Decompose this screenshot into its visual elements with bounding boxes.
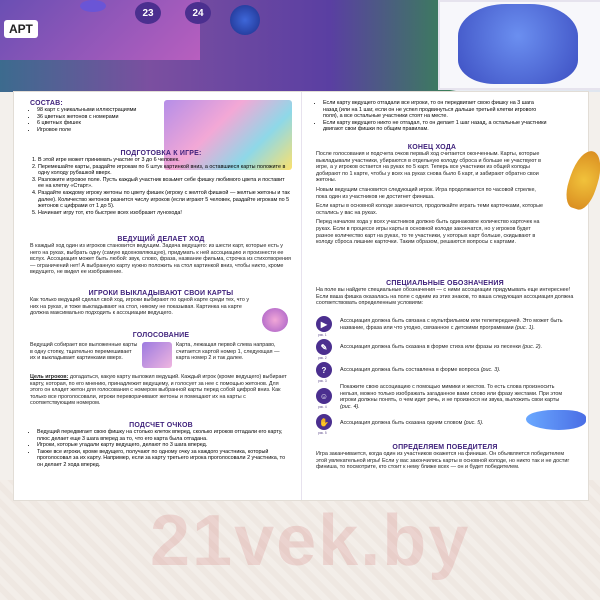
special-rule: [340, 318, 570, 331]
winner-section: [316, 444, 574, 471]
winner-title: ОПРЕДЕЛЯЕМ ПОБЕДИТЕЛЯ: [392, 444, 498, 451]
list-item: • Игровое поле: [37, 127, 140, 134]
list-item: • Если карту ведущего отгадали все игроки, то он передвигает свою фишку на 3 шага назад (или на 1 шаг, если он не успел продвинуться дальше третьей клетки игрового поля), а все остальные участники стоят на месте.: [323, 100, 548, 120]
number-token: 24: [185, 2, 211, 24]
rule-note: (рис. 1).: [515, 324, 535, 331]
hand-icon: ✋: [316, 414, 332, 430]
left-page: [14, 92, 301, 500]
list-item: • Если карту ведущего никто не отгадал, то он делает 1 шаг назад, а остальные участники двигают свои фишки по общим правилам.: [323, 120, 548, 133]
special-section: [316, 280, 574, 307]
list-item: 1. В этой игре может принимать участие от 3 до 6 человек.: [38, 157, 292, 164]
voting-text-right: Карта, лежащая первой слева направо, считается картой номер 1, следующая — карта номер 2 и так далее.: [176, 342, 280, 362]
start-label: АРТ: [4, 20, 38, 38]
leader-section: [30, 236, 292, 276]
figure-label: рис. 5: [318, 431, 327, 435]
list-item: • Также все игроки, кроме ведущего, получают по одному очку за каждого участника, который проголосовал за их карту. Например, если за карту третьего игрока проголосовали 2 участника, то он делает 2 хода вперед.: [37, 449, 292, 469]
special-rule: [340, 344, 570, 351]
rule-text: Ассоциация должна быть составлена в форме вопроса: [340, 367, 480, 373]
mask-icon: ☺: [316, 388, 332, 404]
rule-text: Ассоциация должна быть сказана одним словом: [340, 420, 463, 426]
scoring-title: ПОДСЧЕТ ОЧКОВ: [129, 422, 193, 429]
watermark: 21vek.by: [150, 501, 471, 581]
voting-section: [30, 332, 292, 407]
end-turn-text-4: Перед началом хода у всех участников должно быть одинаковое количество карточек на руках. Если в процессе игры карты в основной колоде закончатся, но у игроков будет разное количество карт на руках, то те участники, у которых карт больше, скидывают в колоду сброса лишние карточки. Таким образом, решаются вопросы с картами.: [316, 219, 540, 246]
end-turn-text-2: Новым ведущим становится следующий игрок. Игра продолжается по часовой стрелке, пока один из участников не достигнет финиша.: [316, 186, 536, 200]
players-section: [30, 290, 292, 317]
list-item: • 36 цветных жетонов с номерами: [37, 114, 140, 121]
list-item: • 6 цветных фишек: [37, 120, 140, 127]
cards-illustration: [142, 342, 172, 368]
figure-label: рис. 1: [318, 333, 327, 337]
end-turn-text-1: После голосования и подсчета очков первый ход считается оконченным. Карты, которые выкладывали участники, убираются в отдельную колоду сброса и больше не участвуют в игре, а у игроков остается на руках по 5 карт. Теперь все участники из общей колоды добирают по 1 карте, чтобы у всех на руках снова было 6 карт, и забирают обратно свои жетоны.: [316, 151, 542, 184]
special-intro: На поле вы найдете специальные обозначения — с ними ассоциации придумывать еще интереснее! Если ваша фишка оказалась на поле с одним из этих знаков, то ваша следующая ассоциация должна соответствовать определенным условиям:: [316, 287, 574, 307]
prep-steps: [30, 157, 292, 216]
goal-text: догадаться, какую карту выложил ведущий. Каждый игрок (кроме ведущего) выбирает карту, которая, по его мнению, принадлежит ведущему, и голосует за нее с помощью жетонов. Для этого он кладет жетон для голосования с номером выбранной карты перед собой цифрой вниз. Как только все проголосовали, игроки переворачивают жетоны и помещают их на карты с соответствующим номером.: [30, 374, 287, 407]
players-text: Как только ведущий сделал свой ход, игроки выбирают по одной карте среди тех, что у них на руках, и тоже выкладывают на стол, никому не показывая. Картинка на карте должна максимально подходить к ассоциации ведущего.: [30, 297, 250, 317]
mascot-illustration: [262, 308, 288, 332]
voting-text-left: Ведущий собирает все выложенные карты в одну стопку, тщательно перемешивает их и выкладывает картинками вверх.: [30, 342, 138, 362]
intro-list: [316, 100, 548, 133]
intro-section: [316, 100, 548, 133]
contents-list: [30, 107, 140, 133]
end-turn-title: КОНЕЦ ХОДА: [407, 144, 457, 151]
end-turn-section: [316, 144, 548, 246]
scoring-list: [30, 429, 292, 469]
deer-card: [438, 0, 600, 90]
scoring-section: [30, 422, 292, 469]
list-item: • 98 карт с уникальными иллюстрациями: [37, 107, 140, 114]
special-rule: [340, 367, 570, 374]
question-icon: ?: [316, 362, 332, 378]
rule-note: (рис. 4).: [340, 403, 360, 410]
special-title: СПЕЦИАЛЬНЫЕ ОБОЗНАЧЕНИЯ: [386, 280, 504, 287]
rule-note: (рис. 3).: [480, 367, 501, 373]
figure-label: рис. 2: [318, 356, 327, 360]
contents-title: СОСТАВ:: [30, 100, 63, 107]
list-item: • Ведущий передвигает свою фишку на столько клеток вперед, сколько игроков отгадали его карту, плюс делает еще 3 шага вперед за то, что его карта была отгадана.: [37, 429, 292, 442]
rule-note: (рис. 2).: [522, 344, 543, 350]
game-board-top: [0, 0, 600, 92]
prep-title: ПОДГОТОВКА К ИГРЕ:: [120, 150, 202, 157]
list-item: • Игроки, которые угадали карту ведущего, делают по 3 шага вперед.: [37, 442, 292, 449]
list-item: 5. Начинает игру тот, кто быстрее всех изобразит лунохода!: [38, 210, 292, 217]
rules-booklet: [14, 92, 588, 500]
purple-chip: [80, 0, 106, 12]
number-token: 23: [135, 2, 161, 24]
list-item: 4. Раздайте каждому игроку жетоны по цвету фишек (игроку с желтой фишкой — желтые жетоны и так далее). Количество жетонов разнится числу игроков (если играют 5 человек, раздайте игрокам по 5 жетонов с цифрами от 1 до 5).: [38, 190, 292, 210]
rule-text: Ассоциация должна быть связана с мультфильмом или телепередачей. Это может быть название, фраза или что угодно, связанное с детскими программами: [340, 318, 563, 331]
rule-text: Ассоциация должна быть сказана в форме стиха или фразы из песенки: [340, 344, 521, 350]
figure-label: рис. 3: [318, 379, 327, 383]
winner-text: Игра заканчивается, когда один из участников окажется на финише. Он объявляется победителем этой увлекательной игры! Если у вас закончились карты в основной колоде, но никто так и не достиг финиша, то посмотрите, кто стоит к нему ближе всех — он и будет победителем.: [316, 451, 570, 471]
special-rule: [340, 384, 570, 410]
film-icon: ▶: [316, 316, 332, 332]
deer-illustration: [458, 4, 578, 84]
prep-section: [30, 150, 292, 216]
list-item: 3. Разложите игровое поле. Пусть каждый участник возьмет себе фишку любимого цвета и поставит ее на клетку «Старт».: [38, 177, 292, 190]
rule-note: (рис. 5).: [463, 420, 484, 426]
voting-title: ГОЛОСОВАНИЕ: [132, 332, 190, 339]
right-page: [301, 92, 589, 500]
end-turn-text-3: Если карты в основной колоде закончатся, продолжайте играть теми карточками, которые остались у вас на руках.: [316, 203, 544, 216]
goal-label: Цель игроков:: [30, 374, 69, 380]
voting-goal: [30, 374, 292, 407]
figure-label: рис. 4: [318, 405, 327, 409]
leader-title: ВЕДУЩИЙ ДЕЛАЕТ ХОД: [117, 236, 205, 243]
list-item: 2. Перемешайте карты, раздайте игрокам по 6 штук картинкой вниз, а оставшиеся карты положите в одну колоду рубашкой вверх.: [38, 164, 292, 177]
blue-chip: [230, 5, 260, 35]
contents-section: [30, 100, 140, 133]
rule-text: Покажите свою ассоциацию с помощью мимики и жестов. То есть слова произносить нельзя, можно только изображать загаданное вами слово или фразу жестами. При этом игроки должны понять, о чем идет речь, и не произнося ни звука, выложить свои карты: [340, 384, 563, 404]
players-title: ИГРОКИ ВЫКЛАДЫВАЮТ СВОИ КАРТЫ: [88, 290, 234, 297]
book-icon: ✎: [316, 339, 332, 355]
leader-text: В каждый ход один из игроков становится ведущим. Задача ведущего: из шести карт, которые есть у него на руках, выбрать одну (самую вдохновляющую), придумать к ней ассоциацию и произнести ее вслух. Ассоциация может быть любой: звук, слово, фраза, название фильма, строчка из стихотворения — ограничений нет! А выбранную карту нужно положить на стол картинкой вниз, чтобы никто, кроме ведущего, не видел ее изображение.: [30, 243, 291, 276]
